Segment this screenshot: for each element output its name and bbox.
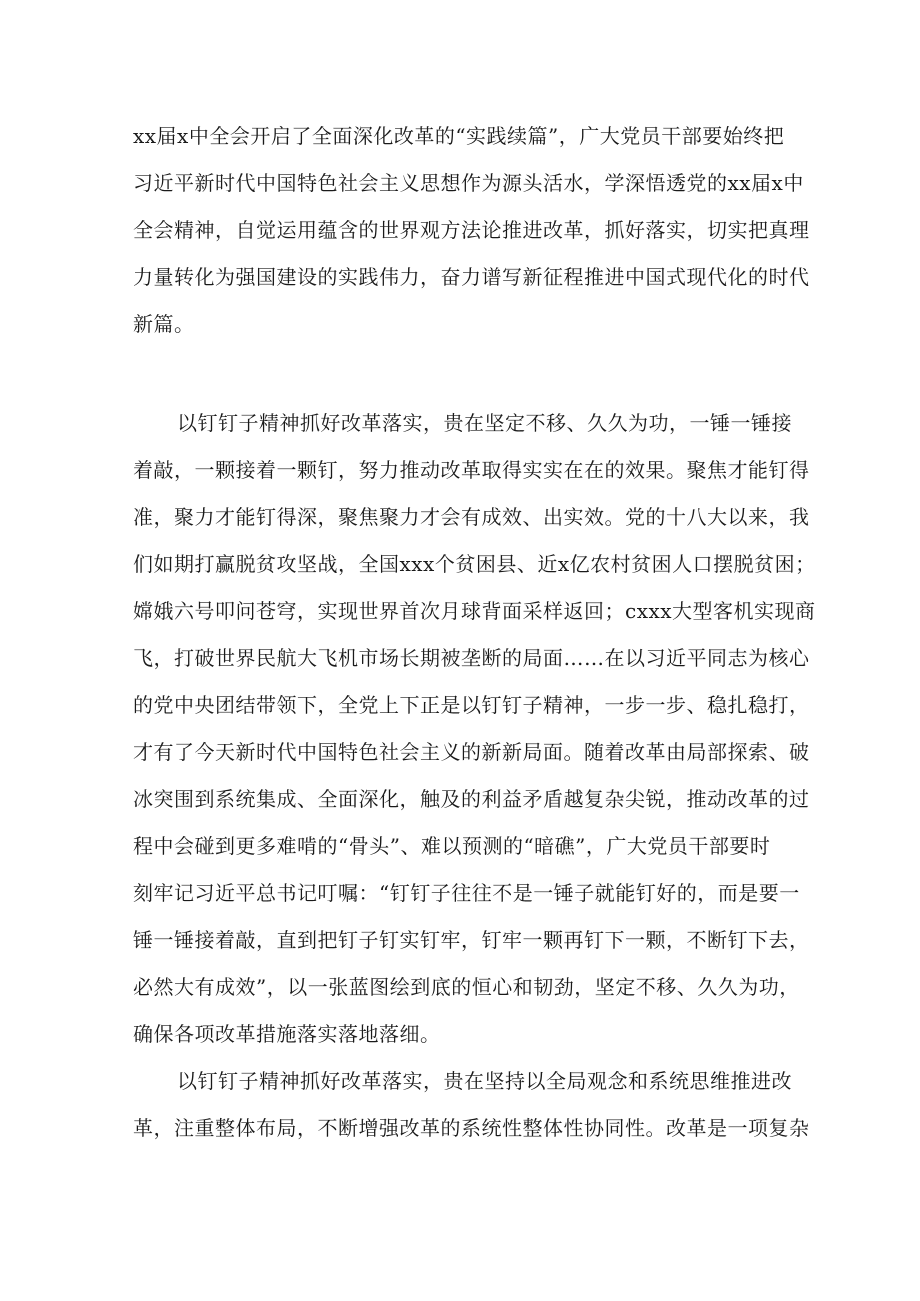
text-line: 嫦娥六号叩问苍穹，实现世界首次月球背面采样返回；cxxx大型客机实现商 <box>133 599 816 623</box>
text-line: 准，聚力才能钉得深，聚焦聚力才会有成效、出实效。党的十八大以来，我 <box>133 505 810 529</box>
text-line: 程中会碰到更多难啃的“骨头”、难以预测的“暗礁”，广大党员干部要时 <box>133 834 771 858</box>
text-line: 习近平新时代中国特色社会主义思想作为源头活水，学深悟透党的xx届x中 <box>133 171 804 195</box>
text-line: 着敲，一颗接着一颗钉，努力推动改革取得实实在在的效果。聚焦才能钉得 <box>133 458 810 482</box>
text-line: 以钉钉子精神抓好改革落实，贵在坚持以全局观念和系统思维推进改 <box>177 1069 792 1093</box>
text-line: 刻牢记习近平总书记叮嘱：“钉钉子往往不是一锤子就能钉好的，而是要一 <box>133 881 800 905</box>
text-line: 新篇。 <box>133 312 195 336</box>
text-line: 飞，打破世界民航大飞机市场长期被垄断的局面……在以习近平同志为核心 <box>133 646 810 670</box>
text-line: 的党中央团结带领下，全党上下正是以钉钉子精神，一步一步、稳扎稳打， <box>133 693 810 717</box>
text-line: 全会精神，自觉运用蕴含的世界观方法论推进改革，抓好落实，切实把真理 <box>133 218 810 242</box>
text-line: 们如期打赢脱贫攻坚战，全国xxx个贫困县、近x亿农村贫困人口摆脱贫困； <box>133 552 816 576</box>
text-line: 确保各项改革措施落实落地落细。 <box>133 1022 441 1046</box>
text-line: xx届x中全会开启了全面深化改革的“实践续篇”，广大党员干部要始终把 <box>133 124 785 148</box>
text-line: 必然大有成效”，以一张蓝图绘到底的恒心和韧劲，坚定不移、久久为功， <box>133 975 800 999</box>
text-line: 锤一锤接着敲，直到把钉子钉实钉牢，钉牢一颗再钉下一颗，不断钉下去， <box>133 928 810 952</box>
text-line: 革，注重整体布局，不断增强改革的系统性整体性协同性。改革是一项复杂 <box>133 1116 810 1140</box>
text-line: 力量转化为强国建设的实践伟力，奋力谱写新征程推进中国式现代化的时代 <box>133 265 810 289</box>
text-line: 以钉钉子精神抓好改革落实，贵在坚定不移、久久为功，一锤一锤接 <box>177 411 792 435</box>
text-line: 冰突围到系统集成、全面深化，触及的利益矛盾越复杂尖锐，推动改革的过 <box>133 787 810 811</box>
text-line: 才有了今天新时代中国特色社会主义的新新局面。随着改革由局部探索、破 <box>133 740 810 764</box>
